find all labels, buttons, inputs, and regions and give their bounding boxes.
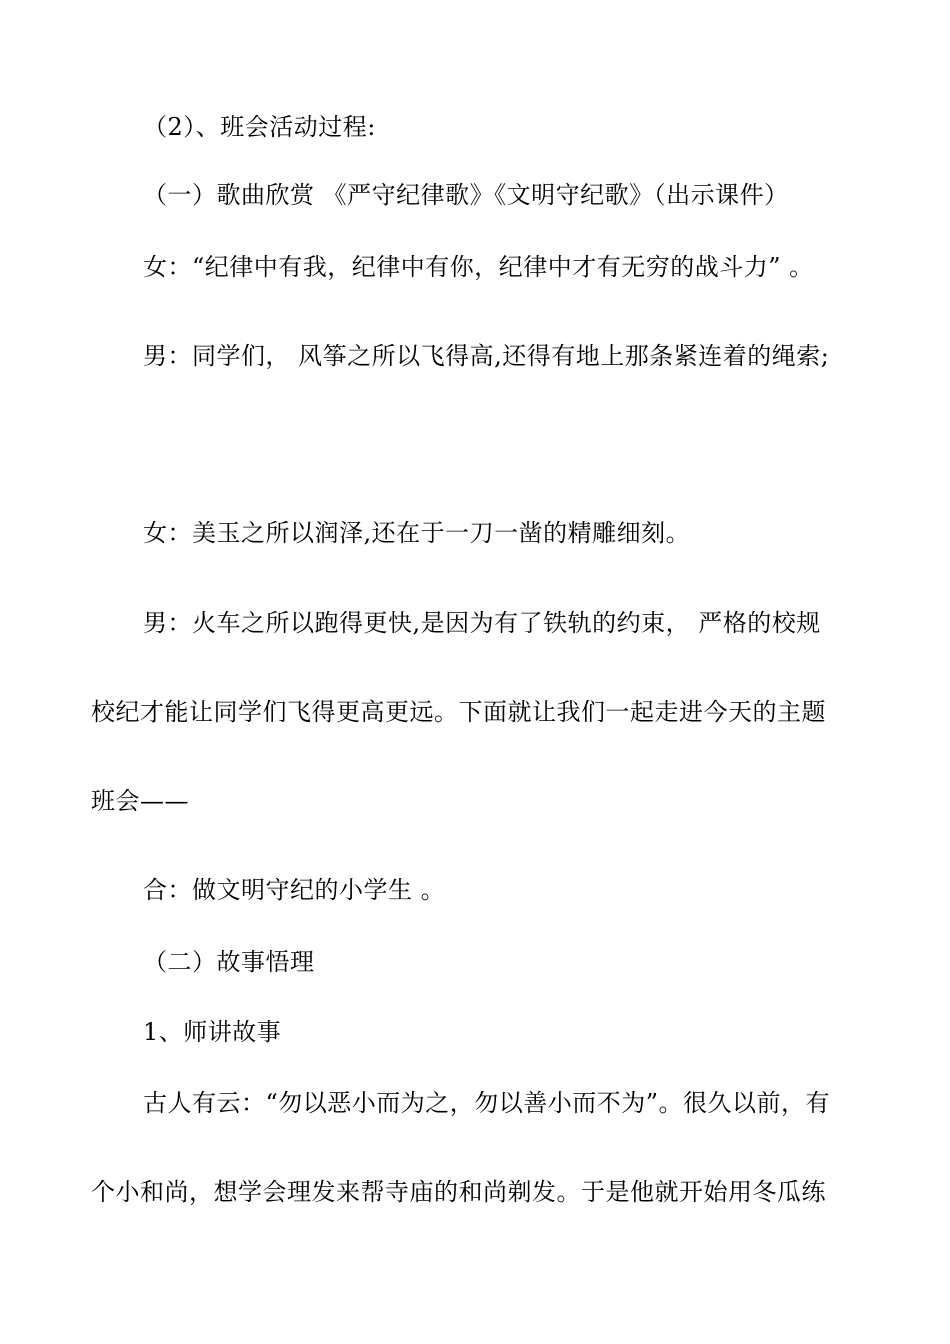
paragraph-line: 合：做文明守纪的小学生 。 (143, 876, 446, 904)
paragraph-line: 男：火车之所以跑得更快,是因为有了铁轨的约束， 严格的校规 (143, 609, 821, 637)
section-heading-song: （一）歌曲欣赏 《严守纪律歌》《文明守纪歌》（出示课件） (143, 181, 789, 209)
paragraph-line: 男：同学们， 风筝之所以飞得高,还得有地上那条紧连着的绳索; (143, 342, 830, 370)
paragraph-line: 女：“纪律中有我，纪律中有你，纪律中才有无穷的战斗力” 。 (143, 253, 814, 281)
paragraph-line: 女：美玉之所以润泽,还在于一刀一凿的精雕细刻。 (143, 519, 691, 547)
section-heading-story: （二）故事悟理 (143, 948, 315, 976)
paragraph-line: 个小和尚，想学会理发来帮寺庙的和尚剃发。于是他就开始用冬瓜练 (91, 1178, 826, 1206)
paragraph-line: 校纪才能让同学们飞得更高更远。下面就让我们一起走进今天的主题 (91, 698, 826, 726)
section-heading-process: （2）、班会活动过程: (143, 113, 376, 141)
paragraph-line: 古人有云：“勿以恶小而为之，勿以善小而不为”。很久以前，有 (143, 1089, 831, 1117)
subsection-heading: 1、师讲故事 (143, 1018, 282, 1046)
paragraph-line: 班会—— (91, 787, 189, 815)
